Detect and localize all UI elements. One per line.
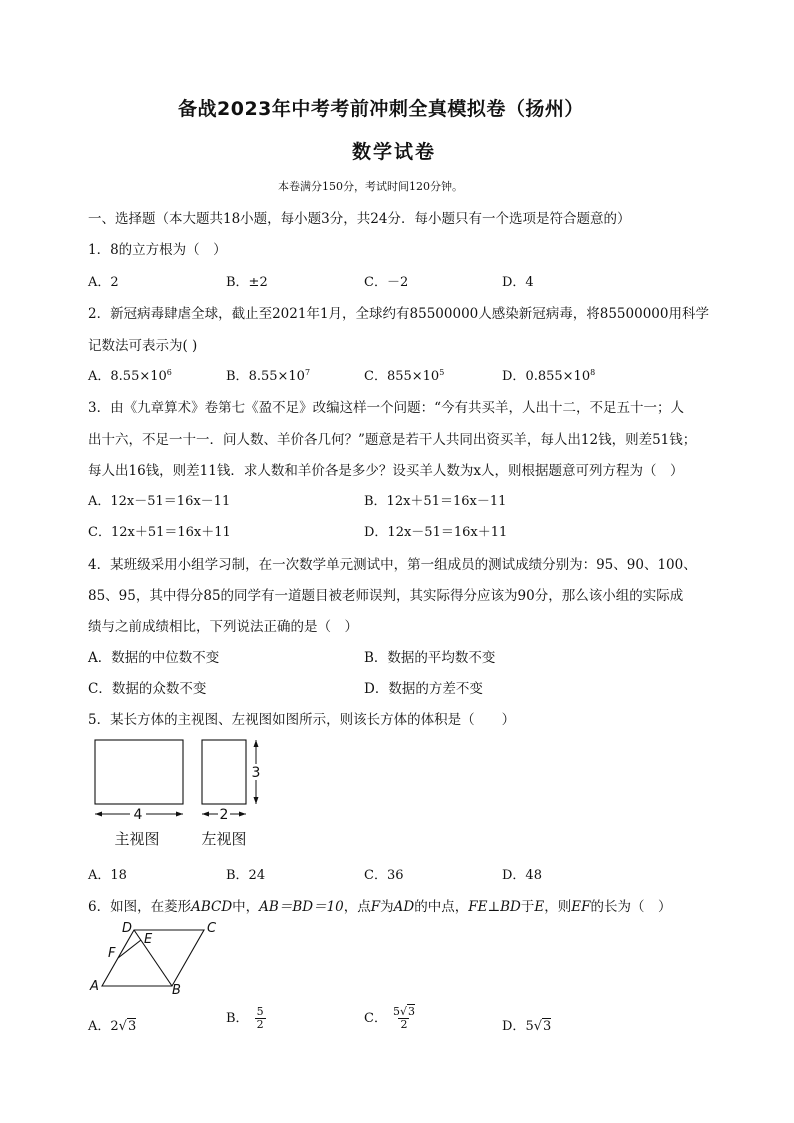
front-view-label: 主视图 [114, 830, 160, 848]
q6-option-c-fraction [393, 1006, 415, 1031]
side-dimension-left-arrow [202, 812, 209, 817]
segment-fe [118, 940, 141, 958]
q6-rhombus-figure [86, 918, 226, 996]
diagonal-bd [134, 930, 172, 986]
q2-option-b-base: 8.55×10 [248, 369, 305, 384]
q5-option-c: C．36 [364, 868, 404, 883]
section-heading: 一、选择题（本大题共18小题，每小题3分，共24分．每小题只有一个选项是符合题意的） [88, 211, 631, 227]
label-b: B [172, 983, 181, 996]
q6-option-c-prefix: C． [364, 1011, 387, 1026]
front-dimension-label: 4 [133, 807, 143, 823]
question-3-line1: 3．由《九章算术》卷第七《盈不足》改编这样一个问题：“今有共买羊，人出十二，不足五十一；人 [88, 400, 684, 416]
q6-stem-mid4: 的中点， [414, 899, 469, 915]
side-dimension-label: 2 [219, 807, 229, 823]
q6-segment-ef: EF [571, 899, 591, 915]
q6-option-b-prefix: B． [226, 1011, 249, 1026]
q2-option-d-exp: 8 [590, 368, 596, 377]
q3-option-d: D．12x－51＝16x＋11 [364, 525, 508, 540]
q6-option-d-radicand: 3 [543, 1019, 552, 1034]
radical-sign-icon: √ [533, 1019, 543, 1034]
q2-option-a-prefix: A． [88, 369, 111, 384]
question-2-line2: 记数法可表示为( ) [88, 338, 198, 354]
label-f: F [108, 946, 116, 961]
height-dimension-bottom-arrow [254, 797, 259, 804]
question-5-stem: 5．某长方体的主视图、左视图如图所示，则该长方体的体积是（ ） [88, 712, 516, 728]
q6-option-b-fraction [255, 1006, 266, 1031]
question-4-line2: 85、95，其中得分85的同学有一道题目被老师误判，其实际得分应该为90分，那么该小组的实际成 [88, 588, 684, 604]
q6-stem-mid5: 于 [520, 899, 535, 915]
q6-stem-end: 的长为（ ） [590, 899, 672, 915]
q6-stem-mid3: 为 [380, 899, 394, 915]
q5-option-a: A．18 [88, 868, 127, 883]
q4-option-a: A．数据的中位数不变 [88, 650, 220, 666]
q6-cond1: AB＝BD＝10 [259, 899, 344, 915]
exam-title: 备战2023年中考考前冲刺全真模拟卷（扬州） [178, 98, 584, 120]
radical-sign-icon: √ [399, 1005, 407, 1018]
q6-option-d-coef: 5 [525, 1019, 534, 1034]
q5-option-d: D．48 [502, 868, 542, 883]
q6-option-b-numerator: 5 [256, 1005, 264, 1018]
q2-option-c-base: 855×10 [386, 369, 440, 384]
q2-option-a-exp: 6 [166, 368, 172, 377]
q2-option-b-prefix: B． [226, 369, 249, 384]
q6-option-c-num-coef: 5 [392, 1005, 400, 1018]
q6-stem-mid6: ，则 [544, 899, 572, 915]
q2-option-a [88, 365, 172, 384]
q6-option-c-numerator [393, 1006, 415, 1018]
q6-abcd: ABCD [191, 899, 233, 915]
label-e: E [144, 932, 153, 947]
front-dimension-right-arrow [176, 812, 183, 817]
q6-option-a-coef: 2 [110, 1019, 119, 1034]
exam-note: 本卷满分150分，考试时间120分钟。 [278, 180, 463, 193]
q2-option-d [502, 365, 595, 384]
q2-option-a-base: 8.55×10 [110, 369, 167, 384]
q4-option-d: D．数据的方差不变 [364, 681, 483, 697]
height-dimension-top-arrow [254, 740, 259, 747]
q6-option-d [502, 1015, 551, 1034]
q3-option-b: B．12x＋51＝16x－11 [364, 494, 507, 509]
q1-option-d: D．4 [502, 275, 534, 290]
q6-stem-pre: 6．如图，在菱形 [88, 899, 192, 915]
q6-point-f: F [370, 899, 381, 915]
front-view-rect [95, 740, 183, 804]
question-1-stem: 1．8的立方根为（ ） [88, 242, 227, 258]
q6-option-b [226, 1006, 266, 1031]
q6-option-a-prefix: A． [88, 1019, 111, 1034]
q4-option-b: B．数据的平均数不变 [364, 650, 496, 666]
q6-option-c [364, 1006, 415, 1031]
radical-sign-icon: √ [118, 1019, 127, 1034]
label-d: D [122, 921, 133, 936]
q6-cond2: FE⊥BD [468, 899, 521, 915]
side-view-rect [202, 740, 246, 804]
q5-option-b: B．24 [226, 868, 266, 883]
q2-option-b-exp: 7 [304, 368, 311, 377]
q2-option-d-base: 0.855×10 [525, 369, 591, 384]
label-c: C [207, 921, 217, 936]
q1-option-a: A．2 [88, 275, 119, 290]
q2-option-c [364, 365, 444, 384]
q6-option-b-denominator: 2 [256, 1018, 264, 1031]
q2-option-c-exp: 5 [439, 368, 445, 377]
q2-option-c-prefix: C． [364, 369, 387, 384]
question-3-line3: 每人出16钱，则差11钱．求人数和羊价各是多少？设买羊人数为x人，则根据题意可列方程为（ ） [88, 463, 684, 479]
q6-option-a-radicand: 3 [127, 1019, 137, 1034]
q1-option-c: C．－2 [364, 275, 409, 290]
q1-option-b: B．±2 [226, 275, 268, 290]
q2-option-d-prefix: D． [502, 369, 526, 384]
label-a: A [90, 979, 99, 994]
q6-option-a [88, 1015, 136, 1034]
q6-segment-ad: AD [393, 899, 415, 915]
q6-point-e: E [534, 899, 545, 915]
side-view-label: 左视图 [201, 830, 247, 848]
q3-option-a: A．12x－51＝16x－11 [88, 494, 231, 509]
q6-stem-mid2: ，点 [343, 899, 371, 915]
q5-view-figure [88, 732, 278, 854]
q2-option-b [226, 365, 310, 384]
side-dimension-right-arrow [239, 812, 246, 817]
question-4-line1: 4．某班级采用小组学习制，在一次数学单元测试中，第一组成员的测试成绩分别为：95、90、100、 [88, 557, 697, 573]
q6-option-c-denominator: 2 [400, 1018, 408, 1031]
height-dimension-label: 3 [251, 765, 261, 781]
front-dimension-left-arrow [95, 812, 102, 817]
q4-option-c: C．数据的众数不变 [88, 681, 207, 697]
question-4-line3: 绩与之前成绩相比，下列说法正确的是（ ） [88, 619, 358, 635]
q6-option-c-num-radicand: 3 [407, 1005, 415, 1018]
exam-subtitle: 数学试卷 [352, 141, 437, 163]
question-3-line2: 出十六，不足一十一．问人数、羊价各几何？”题意是若干人共同出资买羊，每人出12钱，则差51钱； [88, 432, 697, 448]
question-6-stem [88, 895, 671, 915]
q6-stem-mid1: 中， [232, 899, 260, 915]
question-2-line1: 2．新冠病毒肆虐全球，截止至2021年1月，全球约有85500000人感染新冠病毒，将85500000用科学 [88, 306, 709, 322]
q6-option-d-prefix: D． [502, 1019, 526, 1034]
q3-option-c: C．12x＋51＝16x＋11 [88, 525, 231, 540]
